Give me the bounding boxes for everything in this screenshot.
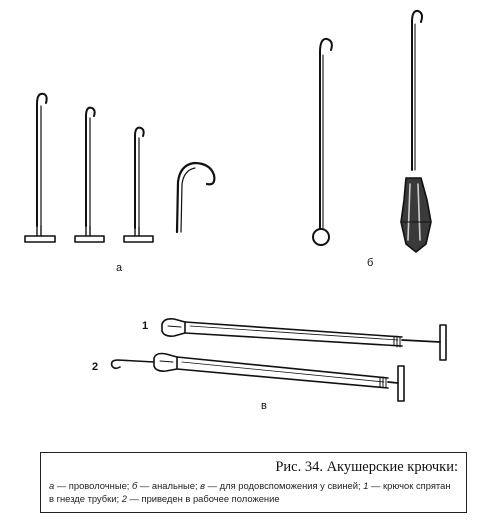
marker-2: 2 (92, 361, 99, 373)
label-v: в (261, 400, 267, 412)
legend-key-1: 1 (363, 480, 369, 491)
label-b: б (367, 257, 374, 269)
legend-key-a: а (49, 480, 55, 491)
legend-key-v: в (200, 480, 206, 491)
wire-hook-3 (124, 128, 153, 242)
anal-hook-handle (401, 11, 431, 252)
swine-hook-1 (162, 319, 446, 360)
legend-key-b: б (132, 480, 138, 491)
wire-hooks-group (25, 94, 214, 242)
label-a: а (116, 262, 123, 274)
wire-hook-2 (75, 108, 104, 242)
caption-title: Рис. 34. Акушерские крючки: (275, 459, 458, 475)
swine-hook-2 (112, 354, 404, 402)
legend-key-2: 2 (121, 493, 127, 504)
legend-text-b: — анальные; (137, 480, 201, 491)
figure-caption (40, 452, 467, 513)
anal-hooks-group (313, 11, 431, 252)
caption-legend (49, 479, 458, 505)
legend-text-1: — крючок спрятан в гнезде трубки; (49, 480, 451, 504)
legend-text-a: — проволочные; (54, 480, 132, 491)
legend-text-v: — для родовспоможения у свиней; (205, 480, 364, 491)
wire-hook-4-bent (177, 163, 214, 232)
legend-text-2: — приведен в рабочее положение (126, 493, 280, 504)
wire-hook-1 (25, 94, 55, 242)
marker-1: 1 (142, 320, 149, 332)
anal-hook-loop (313, 39, 332, 245)
